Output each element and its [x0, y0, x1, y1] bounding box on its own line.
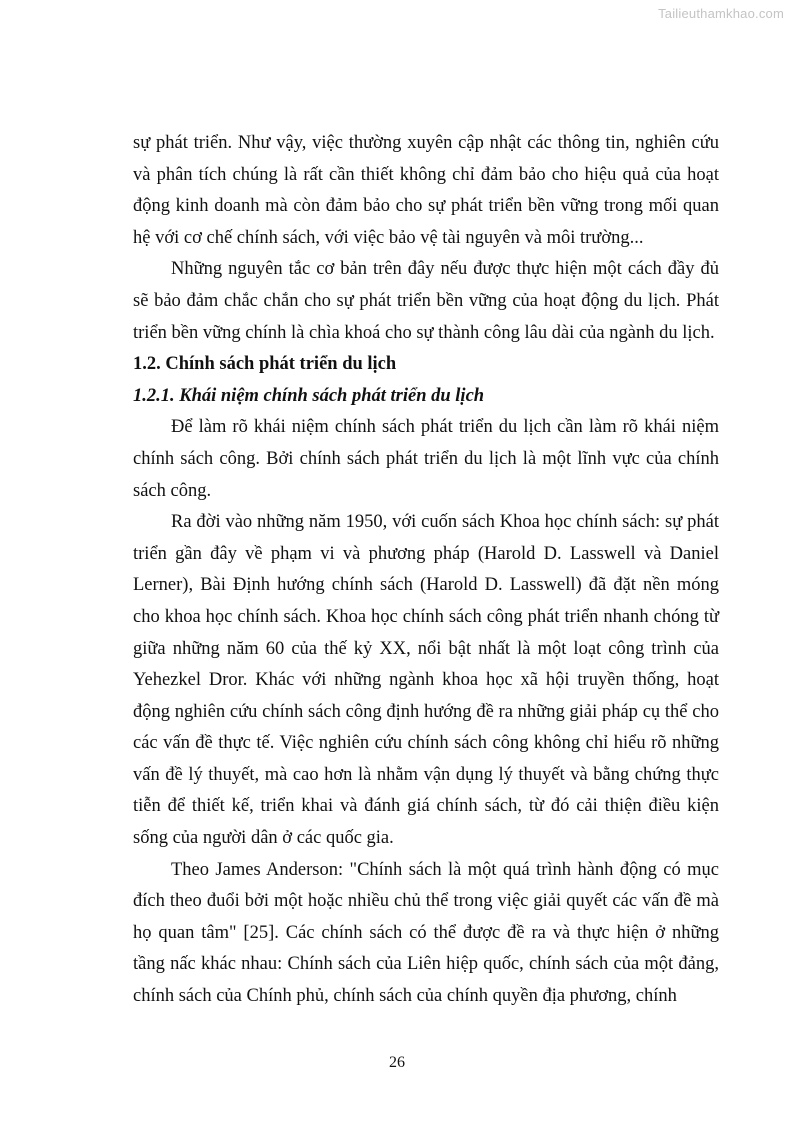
- paragraph: Ra đời vào những năm 1950, với cuốn sách Khoa học chính sách: sự phát triển gần đây về phạm vi và phương pháp (Harold D. Lasswell và Daniel Lerner), Bài Định hướng chính sách (Harold D. Lasswell) đã đặt nền móng cho khoa học chính sách. Khoa học chính sách công phát triển nhanh chóng từ giữa những năm 60 của thế kỷ XX, nổi bật nhất là một loạt công trình của Yehezkel Dror. Khác với những ngành khoa học xã hội truyền thống, hoạt động nghiên cứu chính sách công định hướng đề ra những giải pháp cụ thể cho các vấn đề thực tế. Việc nghiên cứu chính sách công không chỉ hiểu rõ những vấn đề lý thuyết, mà cao hơn là nhằm vận dụng lý thuyết và bằng chứng thực tiễn để thiết kế, triển khai và đánh giá chính sách, từ đó cải thiện điều kiện sống của người dân ở các quốc gia.: [133, 512, 719, 849]
- paragraph: Những nguyên tắc cơ bản trên đây nếu được thực hiện một cách đầy đủ sẽ bảo đảm chắc chắn cho sự phát triển bền vững của hoạt động du lịch. Phát triển bền vững chính là chìa khoá cho sự thành công lâu dài của ngành du lịch.: [133, 259, 719, 343]
- subsection-heading: 1.2.1. Khái niệm chính sách phát triển du lịch: [133, 385, 485, 406]
- section-heading: 1.2. Chính sách phát triển du lịch: [133, 354, 397, 375]
- page-number: 26: [389, 1054, 405, 1071]
- paragraph: Để làm rõ khái niệm chính sách phát triển du lịch cần làm rõ khái niệm chính sách công. Bởi chính sách phát triển du lịch là một lĩnh vực của chính sách công.: [133, 417, 719, 501]
- paragraph: sự phát triển. Như vậy, việc thường xuyên cập nhật các thông tin, nghiên cứu và phân tích chúng là rất cần thiết không chỉ đảm bảo cho hiệu quả của hoạt động kinh doanh mà còn đảm bảo cho sự phát triển bền vững trong mối quan hệ với cơ chế chính sách, với việc bảo vệ tài nguyên và môi trường...: [133, 133, 719, 248]
- watermark-text: Tailieuthamkhao.com: [658, 6, 784, 21]
- paragraph: Theo James Anderson: "Chính sách là một quá trình hành động có mục đích theo đuổi bởi một hoặc nhiều chủ thể trong việc giải quyết các vấn đề mà họ quan tâm" [25]. Các chính sách có thể được đề ra và thực hiện ở những tầng nấc khác nhau: Chính sách của Liên hiệp quốc, chính sách của một đảng, chính sách của Chính phủ, chính sách của chính quyền địa phương, chính: [133, 859, 719, 1007]
- page-body: [133, 128, 719, 1013]
